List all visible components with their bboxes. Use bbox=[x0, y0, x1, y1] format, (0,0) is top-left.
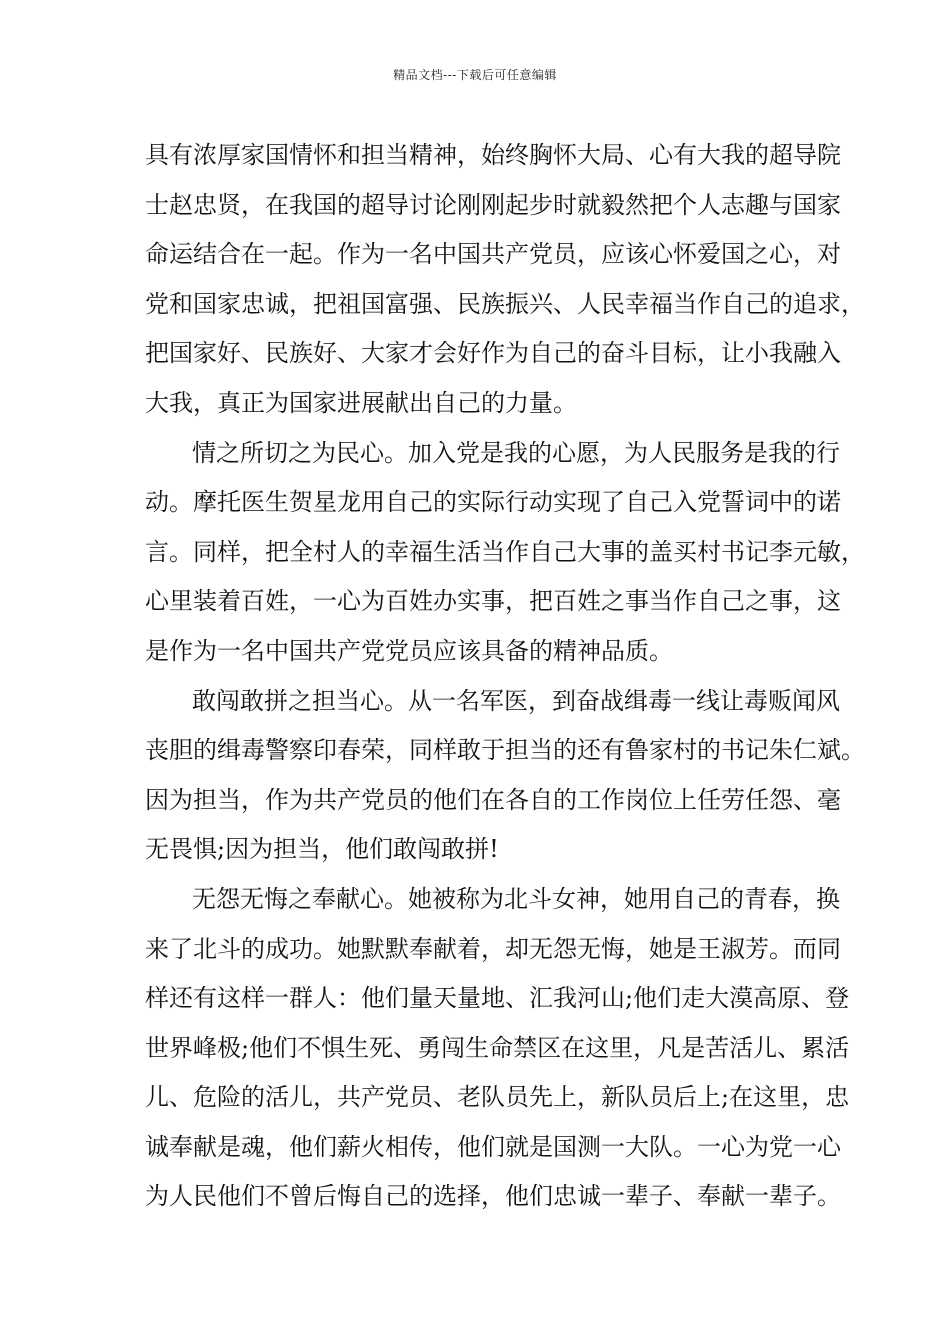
text-line: 心里装着百姓，一心为百姓办实事，把百姓之事当作自己之事，这 bbox=[145, 587, 841, 616]
text-line: 士赵忠贤，在我国的超导讨论刚刚起步时就毅然把个人志趣与国家 bbox=[145, 190, 841, 219]
paragraph-first-line: 情之所切之为民心。加入党是我的心愿，为人民服务是我的行 bbox=[192, 438, 840, 467]
text-line: 具有浓厚家国情怀和担当精神，始终胸怀大局、心有大我的超导院 bbox=[145, 141, 841, 169]
text-line: 大我，真正为国家进展献出自己的力量。 bbox=[145, 388, 577, 417]
text-line: 诚奉献是魂，他们薪火相传，他们就是国测一大队。一心为党一心 bbox=[145, 1132, 841, 1161]
text-line: 动。摩托医生贺星龙用自己的实际行动实现了自己入党誓词中的诺 bbox=[145, 488, 841, 517]
text-line: 样还有这样一群人：他们量天量地、汇我河山;他们走大漠高原、登 bbox=[145, 984, 850, 1013]
text-line: 为人民他们不曾后悔自己的选择，他们忠诚一辈子、奉献一辈子。 bbox=[145, 1182, 841, 1211]
text-line: 儿、危险的活儿，共产党员、老队员先上，新队员后上;在这里，忠 bbox=[145, 1083, 850, 1112]
text-line: 党和国家忠诚，把祖国富强、民族振兴、人民幸福当作自己的追求， bbox=[145, 289, 865, 318]
text-line: 是作为一名中国共产党党员应该具备的精神品质。 bbox=[145, 636, 673, 665]
paragraph-first-line: 无怨无悔之奉献心。她被称为北斗女神，她用自己的青春，换 bbox=[192, 884, 840, 913]
text-line: 来了北斗的成功。她默默奉献着，却无怨无悔，她是王淑芳。而同 bbox=[145, 934, 841, 963]
body-text bbox=[145, 131, 865, 1222]
text-line: 言。同样，把全村人的幸福生活当作自己大事的盖买村书记李元敏， bbox=[145, 537, 865, 566]
page-header: 精品文档---下载后可任意编辑 bbox=[393, 68, 557, 82]
text-line: 因为担当，作为共产党员的他们在各自的工作岗位上任劳任怨、毫 bbox=[145, 785, 841, 814]
paragraph-first-line: 敢闯敢拼之担当心。从一名军医，到奋战缉毒一线让毒贩闻风 bbox=[192, 686, 840, 715]
text-line: 把国家好、民族好、大家才会好作为自己的奋斗目标，让小我融入 bbox=[145, 339, 841, 368]
text-line: 丧胆的缉毒警察印春荣，同样敢于担当的还有鲁家村的书记朱仁斌。 bbox=[145, 736, 865, 765]
text-line: 世界峰极;他们不惧生死、勇闯生命禁区在这里，凡是苦活儿、累活 bbox=[145, 1033, 850, 1062]
text-line: 命运结合在一起。作为一名中国共产党员，应该心怀爱国之心，对 bbox=[145, 240, 841, 269]
text-line: 无畏惧;因为担当，他们敢闯敢拼! bbox=[145, 835, 499, 864]
